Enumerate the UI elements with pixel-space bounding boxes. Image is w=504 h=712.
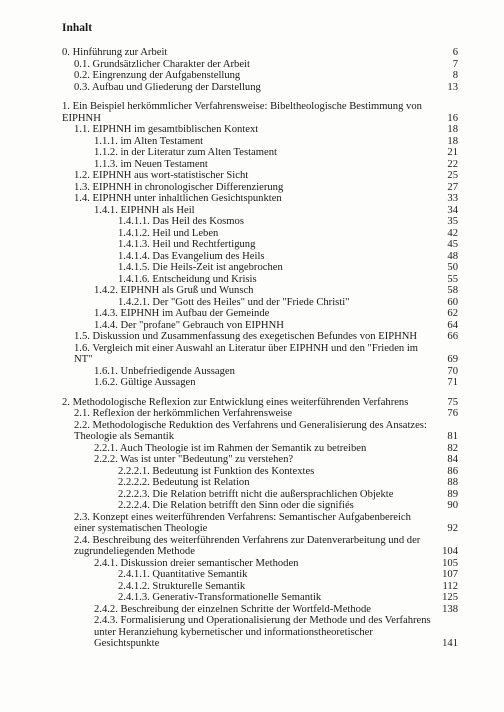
toc-entry[interactable] (62, 535, 458, 558)
toc-entry-page: 84 (447, 454, 458, 465)
toc-entry[interactable] (62, 558, 458, 570)
toc-entry[interactable] (62, 70, 458, 82)
toc-entry-title: 1.2. EIPHNH aus wort-statistischer Sicht (74, 170, 249, 181)
toc-entry-page: 21 (447, 147, 458, 158)
toc-entry-page: 71 (447, 377, 458, 388)
toc-entry[interactable] (62, 500, 458, 512)
toc-entry-title: 2.4.1.2. Strukturelle Semantik (118, 580, 246, 592)
toc-entry-page: 55 (447, 273, 458, 285)
toc-entry[interactable] (62, 331, 458, 343)
toc-entry-title: 1.1.1. im Alten Testament (94, 135, 204, 147)
toc-entry-title: 2.4. Beschreibung des weiterführenden Verfahrens zur Datenverarbeitung und der zugrundeliegenden Methode (74, 534, 421, 557)
toc-entry[interactable] (62, 569, 458, 581)
toc-entry-title: 0.3. Aufbau und Gliederung der Darstellung (74, 81, 261, 93)
toc-entry[interactable] (62, 454, 458, 466)
toc-entry-page: 125 (442, 592, 458, 603)
toc-entry-page: 66 (447, 331, 458, 342)
section-gap (62, 389, 458, 397)
toc-entry[interactable] (62, 136, 458, 148)
toc-entry-page: 6 (452, 47, 458, 58)
toc-entry-page: 69 (447, 354, 458, 365)
toc-entry-page: 86 (447, 465, 458, 477)
toc-entry-title: 1.4.1.5. Die Heils-Zeit ist angebrochen (118, 262, 283, 273)
toc-entry-page: 81 (447, 431, 458, 442)
toc-entry-title: 2.4.3. Formalisierung und Operationalisierung der Methode und des Verfahrens unter Heranziehung kybernetischer und informationstheoretischer Gesichtspunkte (94, 615, 431, 649)
toc-entry-page: 64 (447, 319, 458, 331)
toc-entry-title: 2.2.2.3. Die Relation betrifft nicht die außersprachlichen Objekte (118, 488, 394, 500)
toc-entry[interactable] (62, 297, 458, 309)
toc-entry[interactable] (62, 193, 458, 205)
toc-entry-page: 18 (447, 124, 458, 135)
toc-entry[interactable] (62, 489, 458, 501)
toc-entry-page: 35 (447, 216, 458, 227)
toc-entry-title: 2.2.1. Auch Theologie ist im Rahmen der Semantik zu betreiben (94, 442, 367, 454)
toc-entry-title: 1.3. EIPHNH in chronologischer Differenzierung (74, 181, 284, 193)
toc-entry-title: 1.4.2.1. Der "Gott des Heiles" und der "Friede Christi" (118, 296, 350, 308)
toc-entry-page: 8 (452, 70, 458, 81)
toc-entry[interactable] (62, 320, 458, 332)
toc-entry-title: 1.6.1. Unbefriedigende Aussagen (94, 365, 235, 377)
page-title: Inhalt (62, 22, 93, 34)
toc-entry[interactable] (62, 159, 458, 171)
toc-entry-page: 88 (447, 477, 458, 488)
toc-entry-title: 1.6.2. Gültige Aussagen (94, 377, 196, 388)
toc-entry[interactable] (62, 251, 458, 263)
toc-entry-title: 1.1. EIPHNH im gesamtbiblischen Kontext (74, 124, 259, 135)
toc-entry-page: 34 (447, 204, 458, 216)
toc-entry-title: 2.2.2.4. Die Relation betrifft den Sinn oder die signifiés (118, 500, 354, 511)
toc-entry-title: 2.2. Methodologische Reduktion des Verfahrens und Generalisierung des Ansatzes: Theologie als Semantik (74, 419, 427, 442)
toc-entry-title: 2.2.2. Was ist unter "Bedeutung" zu verstehen? (94, 454, 294, 465)
toc-entry[interactable] (62, 82, 458, 94)
toc-entry-title: 1.6. Vergleich mit einer Auswahl an Literatur über EIPHNH und den "Frieden im NT" (74, 342, 419, 365)
toc-entry[interactable] (62, 216, 458, 228)
toc-entry[interactable] (62, 124, 458, 136)
toc-entry-page: 76 (447, 408, 458, 419)
toc-entry-title: 2.4.1. Diskussion dreier semantischer Methoden (94, 557, 299, 569)
toc-entry-page: 70 (447, 365, 458, 377)
toc-entry-title: 1.4.4. Der "profane" Gebrauch von EIPHNH (94, 319, 284, 331)
toc-entry[interactable] (62, 512, 458, 535)
toc-entry[interactable] (62, 397, 458, 409)
toc-entry-page: 89 (447, 488, 458, 500)
toc-entry[interactable] (62, 47, 458, 59)
toc-entry-title: 2.2.2.2. Bedeutung ist Relation (118, 477, 250, 488)
toc-entry-title: 1.5. Diskussion und Zusammenfassung des exegetischen Befundes von EIPHNH (74, 331, 418, 342)
toc-entry-page: 45 (447, 239, 458, 250)
toc-entry[interactable] (62, 101, 458, 124)
toc-entry[interactable] (62, 274, 458, 286)
table-of-contents (62, 47, 458, 650)
toc-entry[interactable] (62, 182, 458, 194)
toc-entry[interactable] (62, 581, 458, 593)
toc-entry[interactable] (62, 377, 458, 389)
toc-entry-page: 141 (442, 638, 458, 649)
toc-entry-title: 1. Ein Beispiel herkömmlicher Verfahrensweise: Bibeltheologische Bestimmung von EIPHNH (62, 101, 422, 124)
toc-entry[interactable] (62, 239, 458, 251)
toc-entry-page: 7 (452, 58, 458, 70)
toc-entry-page: 105 (442, 557, 458, 569)
toc-entry-page: 48 (447, 250, 458, 262)
toc-entry[interactable] (62, 477, 458, 489)
toc-entry-page: 75 (447, 396, 458, 408)
toc-entry[interactable] (62, 592, 458, 604)
toc-entry-page: 62 (447, 308, 458, 319)
toc-entry[interactable] (62, 366, 458, 378)
toc-entry[interactable] (62, 59, 458, 71)
toc-entry[interactable] (62, 205, 458, 217)
toc-entry-title: 1.4.3. EIPHNH im Aufbau der Gemeinde (94, 308, 270, 319)
toc-entry-page: 60 (447, 296, 458, 308)
toc-entry-page: 42 (447, 227, 458, 239)
toc-entry[interactable] (62, 228, 458, 240)
toc-entry-title: 1.4.2. EIPHNH als Gruß und Wunsch (94, 285, 254, 296)
section-gap (62, 93, 458, 101)
toc-entry[interactable] (62, 615, 458, 650)
toc-entry-title: 1.4.1.3. Heil und Rechtfertigung (118, 239, 256, 250)
toc-entry[interactable] (62, 408, 458, 420)
toc-entry-page: 13 (447, 81, 458, 93)
toc-entry-title: 1.4.1.6. Entscheidung und Krisis (118, 273, 257, 285)
toc-entry-page: 25 (447, 170, 458, 181)
toc-entry[interactable] (62, 604, 458, 616)
toc-entry-title: 1.4.1.2. Heil und Leben (118, 227, 219, 239)
toc-entry-title: 0.2. Eingrenzung der Aufgabenstellung (74, 70, 241, 81)
toc-entry[interactable] (62, 343, 458, 366)
toc-entry-page: 82 (447, 442, 458, 454)
toc-entry-title: 1.4.1.4. Das Evangelium des Heils (118, 250, 265, 262)
toc-entry-title: 1.1.3. im Neuen Testament (94, 158, 208, 170)
toc-entry-title: 1.4.1.1. Das Heil des Kosmos (118, 216, 244, 227)
toc-entry[interactable] (62, 443, 458, 455)
toc-entry-page: 22 (447, 158, 458, 170)
toc-entry-title: 2.1. Reflexion der herkömmlichen Verfahrensweise (74, 408, 293, 419)
toc-entry-title: 1.4.1. EIPHNH als Heil (94, 204, 195, 216)
toc-entry-title: 1.1.2. in der Literatur zum Alten Testament (94, 147, 277, 158)
toc-entry-title: 2.4.1.3. Generativ-Transformationelle Semantik (118, 592, 322, 603)
toc-entry-title: 0.1. Grundsätzlicher Charakter der Arbeit (74, 58, 250, 70)
toc-entry-page: 27 (447, 181, 458, 193)
toc-entry-page: 33 (447, 193, 458, 204)
toc-entry-page: 112 (442, 580, 458, 592)
toc-entry[interactable] (62, 262, 458, 274)
toc-entry-page: 50 (447, 262, 458, 273)
toc-entry[interactable] (62, 466, 458, 478)
toc-entry-title: 2.2.2.1. Bedeutung ist Funktion des Kontextes (118, 465, 315, 477)
toc-entry-title: 1.4. EIPHNH unter inhaltlichen Gesichtspunkten (74, 193, 282, 204)
toc-entry-title: 0. Hinführung zur Arbeit (62, 47, 168, 58)
toc-entry[interactable] (62, 308, 458, 320)
toc-entry[interactable] (62, 420, 458, 443)
toc-entry-page: 138 (442, 603, 458, 615)
toc-entry[interactable] (62, 170, 458, 182)
toc-entry-page: 107 (442, 569, 458, 580)
toc-entry-page: 58 (447, 285, 458, 296)
toc-entry-title: 2.4.1.1. Quantitative Semantik (118, 569, 248, 580)
toc-entry-title: 2. Methodologische Reflexion zur Entwicklung eines weiterführenden Verfahrens (62, 396, 409, 408)
toc-entry-title: 2.4.2. Beschreibung der einzelnen Schritte der Wortfeld-Methode (94, 603, 371, 615)
toc-entry-page: 104 (442, 546, 458, 557)
toc-entry-page: 18 (447, 135, 458, 147)
toc-entry[interactable] (62, 147, 458, 159)
toc-entry-page: 92 (447, 523, 458, 534)
toc-entry-page: 16 (447, 112, 458, 124)
toc-entry-page: 90 (447, 500, 458, 511)
toc-entry[interactable] (62, 285, 458, 297)
toc-entry-title: 2.3. Konzept eines weiterführenden Verfahrens: Semantischer Aufgabenbereich einer systematischen Theologie (74, 511, 411, 534)
